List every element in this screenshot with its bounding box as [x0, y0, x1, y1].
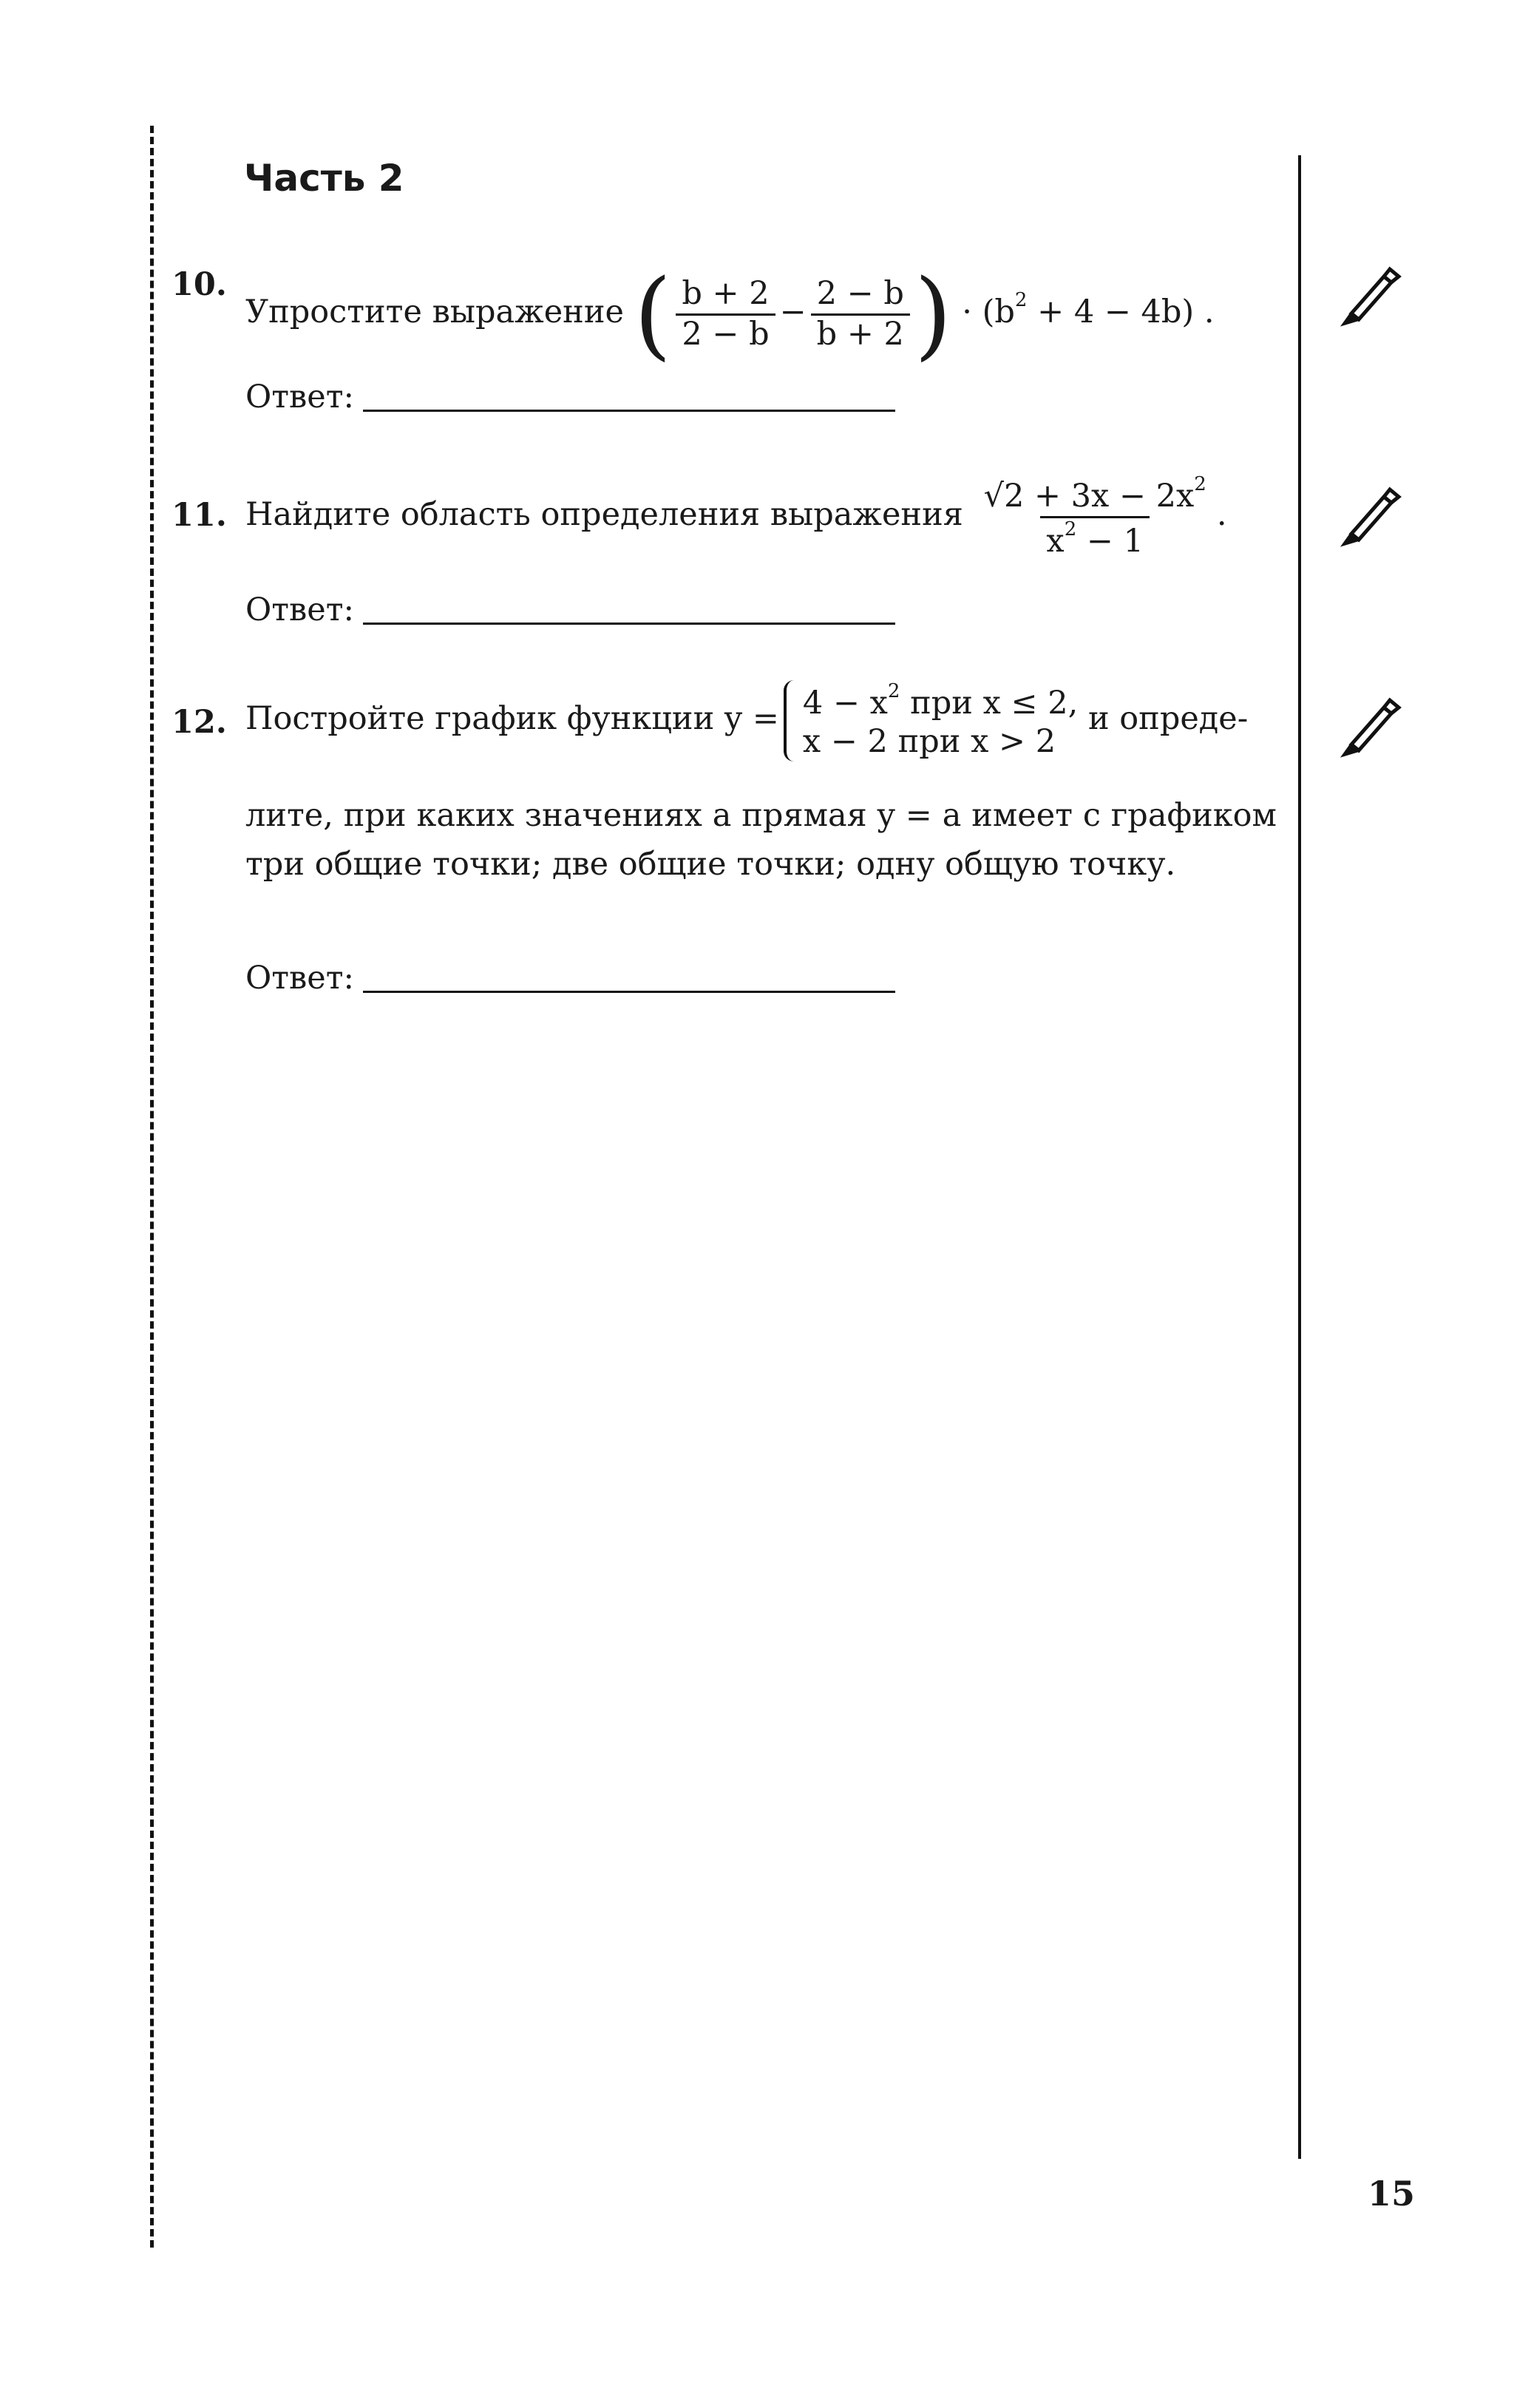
denominator — [1040, 516, 1150, 561]
fraction — [676, 275, 775, 353]
case-2: x − 2 при x > 2 — [802, 723, 1056, 760]
task-number: 11. — [172, 497, 227, 534]
function-lhs: y = — [724, 700, 779, 737]
pen-icon — [1337, 691, 1403, 758]
task-12-continuation: лите, при каких значениях a прямая y = a имеет с графиком три общие точки; две общие точки; одну общую точку. — [245, 797, 1277, 883]
multiplier: · (b — [962, 294, 1015, 330]
fraction — [978, 473, 1212, 560]
exponent: 2 — [1064, 518, 1077, 540]
margin-rule — [1298, 155, 1301, 2159]
answer-line[interactable] — [363, 410, 895, 412]
denominator: b + 2 — [811, 313, 910, 354]
period: . — [1216, 496, 1227, 534]
answer-row-12 — [245, 960, 895, 997]
part-title: Часть 2 — [244, 157, 404, 200]
numerator: b + 2 — [682, 274, 770, 312]
task-number: 12. — [172, 704, 227, 741]
case-1-base: 4 − x — [802, 685, 888, 722]
answer-row-10 — [245, 379, 895, 416]
answer-line[interactable] — [363, 991, 895, 993]
task-text — [245, 258, 1215, 370]
right-paren: ) — [914, 258, 952, 370]
task-number: 10. — [172, 266, 227, 303]
exponent: 2 — [1014, 289, 1028, 311]
answer-row-11 — [245, 591, 895, 628]
left-paren: ( — [634, 258, 672, 370]
expression — [634, 258, 1215, 370]
answer-label: Ответ: — [245, 379, 354, 416]
denominator-base: x — [1046, 522, 1065, 560]
task-prompt: Постройте график функции — [245, 700, 715, 737]
fraction — [811, 275, 910, 353]
pen-icon — [1337, 260, 1403, 327]
brace — [784, 680, 798, 762]
case-1 — [803, 680, 1078, 723]
numerator — [978, 473, 1212, 516]
exponent: 2 — [1194, 473, 1206, 495]
exponent: 2 — [887, 680, 900, 703]
numerator: 2 − b — [816, 274, 904, 312]
task-text — [245, 680, 1248, 762]
answer-line[interactable] — [363, 623, 895, 625]
answer-label: Ответ: — [245, 591, 354, 628]
cut-line — [150, 126, 154, 2248]
page-number: 15 — [1368, 2174, 1416, 2214]
multiplier-tail: + 4 − 4b) . — [1027, 294, 1215, 330]
denominator-tail: − 1 — [1076, 522, 1144, 560]
task-prompt-continued: и опреде- — [1087, 700, 1249, 737]
task-prompt: Упростите выражение — [245, 294, 624, 330]
radical-expression: √2 + 3x − 2x — [983, 478, 1195, 515]
case-1-condition: при x ≤ 2, — [900, 685, 1079, 722]
answer-label: Ответ: — [245, 960, 354, 997]
cases — [803, 680, 1078, 761]
task-text — [245, 473, 1227, 560]
task-prompt: Найдите область определения выражения — [245, 496, 963, 534]
denominator: 2 − b — [676, 313, 775, 354]
pen-icon — [1337, 481, 1403, 547]
minus-sign: − — [779, 294, 807, 330]
piecewise-function — [724, 680, 1088, 760]
